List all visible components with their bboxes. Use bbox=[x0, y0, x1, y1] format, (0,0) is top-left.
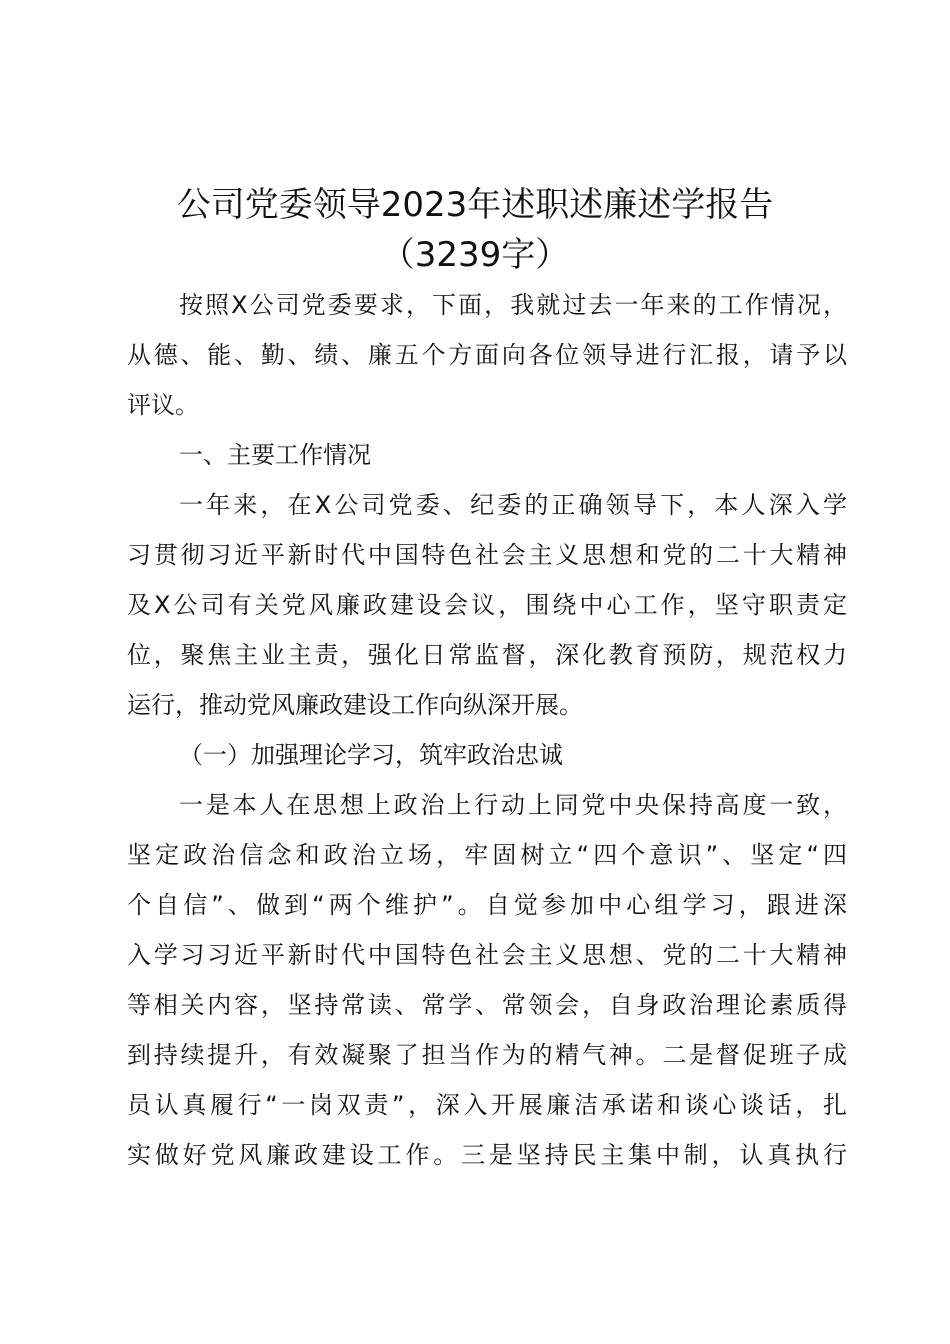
section-heading: 一、主要工作情况 bbox=[179, 441, 371, 469]
subsection-heading: （一）加强理论学习，筑牢政治忠诚 bbox=[179, 741, 563, 769]
paragraph-line: 运行，推动党风廉政建设工作向纵深开展。 bbox=[127, 691, 583, 719]
paragraph-line: 坚定政治信念和政治立场，牢固树立“四个意识”、坚定“四 bbox=[127, 841, 847, 869]
paragraph-line: 从德、能、勤、绩、廉五个方面向各位领导进行汇报，请予以 bbox=[127, 341, 847, 369]
paragraph-line: 按照X公司党委要求，下面，我就过去一年来的工作情况， bbox=[179, 291, 847, 319]
paragraph-line: 实做好党风廉政建设工作。三是坚持民主集中制，认真执行 bbox=[127, 1141, 847, 1169]
paragraph-line: 员认真履行“一岗双责”，深入开展廉洁承诺和谈心谈话，扎 bbox=[127, 1091, 847, 1119]
paragraph-line: 个自信”、做到“两个维护”。自觉参加中心组学习，跟进深 bbox=[127, 891, 847, 919]
paragraph-line: 一是本人在思想上政治上行动上同党中央保持高度一致， bbox=[179, 791, 847, 819]
paragraph-line: 位，聚焦主业主责，强化日常监督，深化教育预防，规范权力 bbox=[127, 641, 847, 669]
document-title: 公司党委领导2023年述职述廉述学报告 bbox=[176, 185, 774, 225]
paragraph-line: 及X公司有关党风廉政建设会议，围绕中心工作，坚守职责定 bbox=[127, 591, 847, 619]
paragraph-line: 入学习习近平新时代中国特色社会主义思想、党的二十大精神 bbox=[127, 941, 847, 969]
paragraph-line: 一年来，在X公司党委、纪委的正确领导下，本人深入学 bbox=[179, 491, 847, 519]
paragraph-line: 到持续提升，有效凝聚了担当作为的精气神。二是督促班子成 bbox=[127, 1041, 847, 1069]
paragraph-line: 习贯彻习近平新时代中国特色社会主义思想和党的二十大精神 bbox=[127, 541, 847, 569]
paragraph-line: 等相关内容，坚持常读、常学、常领会，自身政治理论素质得 bbox=[127, 991, 847, 1019]
document-title-wordcount: （3239字） bbox=[380, 235, 570, 275]
paragraph-line: 评议。 bbox=[127, 391, 199, 419]
